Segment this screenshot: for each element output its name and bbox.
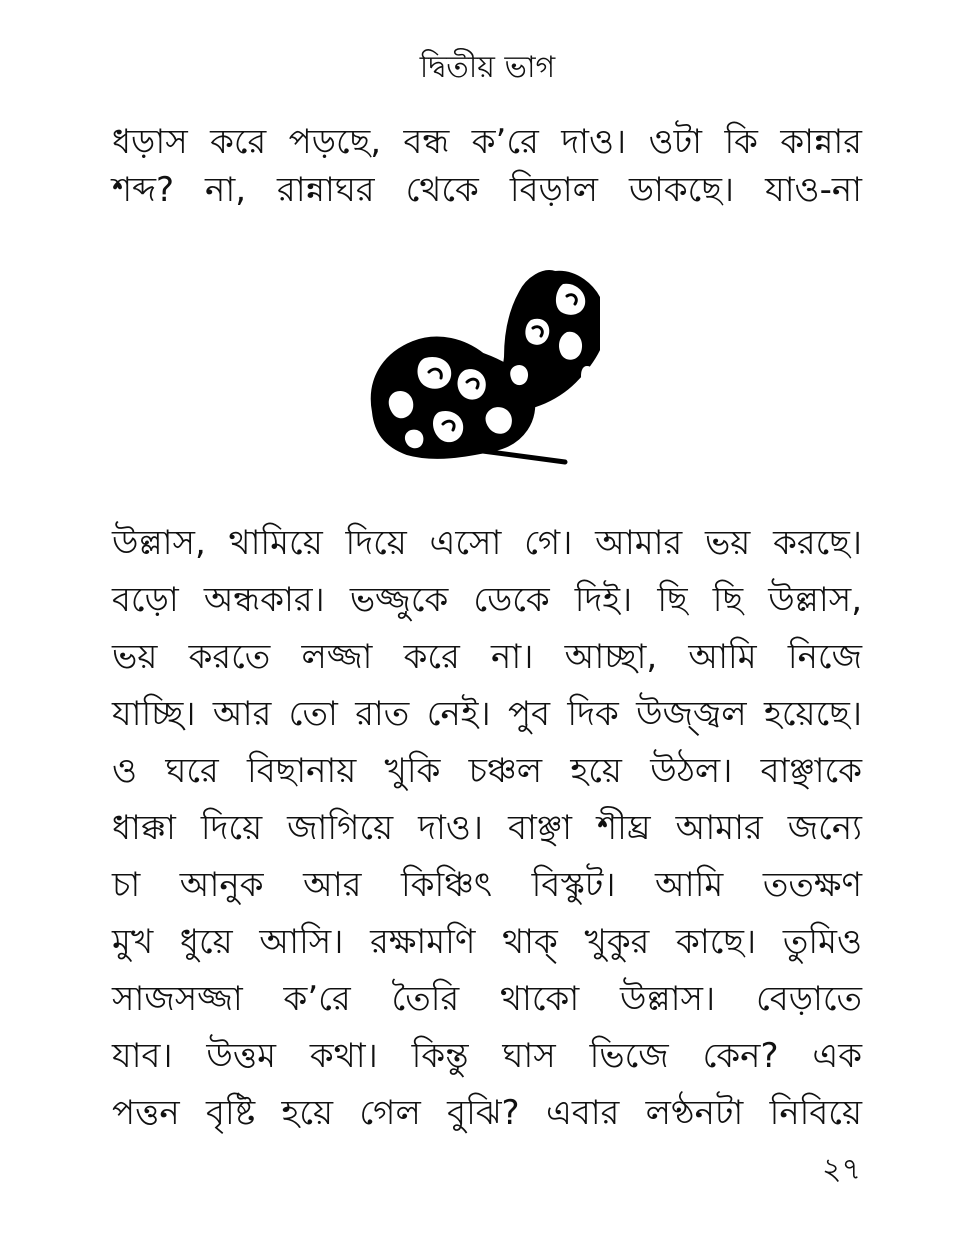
text-line: ধড়াস করে পড়ছে, বন্ধ ক’রে দাও। ওটা কি কান্নার: [112, 122, 862, 162]
running-header: দ্বিতীয় ভাগ: [419, 50, 556, 85]
text-line: যাচ্ছি। আর তো রাত নেই। পুব দিক উজ্জ্বল হয়েছে।: [112, 694, 862, 734]
text-line: মুখ ধুয়ে আসি। রক্ষামণি থাক্ খুকুর কাছে। তুমিও: [112, 922, 862, 962]
text-line: ও ঘরে বিছানায় খুকি চঞ্চল হয়ে উঠল। বাঞ্ছাকে: [112, 751, 862, 791]
text-block-bottom: [112, 515, 862, 1142]
text-line: ভয় করতে লজ্জা করে না। আচ্ছা, আমি নিজে: [112, 637, 862, 677]
cat-icon: [355, 262, 600, 477]
text-line: সাজসজ্জা ক’রে তৈরি থাকো উল্লাস। বেড়াতে: [112, 979, 862, 1019]
text-line: পত্তন বৃষ্টি হয়ে গেল বুঝি? এবার লণ্ঠনটা নিবিয়ে: [112, 1093, 862, 1133]
text-block-top: [112, 118, 862, 214]
text-line: শব্দ? না, রান্নাঘর থেকে বিড়াল ডাকছে। যাও-না: [112, 170, 862, 210]
page-number: ২৭: [821, 1152, 861, 1187]
text-line: ধাক্কা দিয়ে জাগিয়ে দাও। বাঞ্ছা শীঘ্র আমার জন্যে: [112, 808, 862, 848]
text-line: বড়ো অন্ধকার। ভজ্জুকে ডেকে দিই। ছি ছি উল্লাস,: [112, 580, 862, 620]
text-line: যাব। উত্তম কথা। কিন্তু ঘাস ভিজে কেন? এক: [112, 1036, 862, 1076]
text-line: উল্লাস, থামিয়ে দিয়ে এসো গে। আমার ভয় করছে।: [112, 523, 862, 563]
text-line: চা আনুক আর কিঞ্চিৎ বিস্কুট। আমি ততক্ষণ: [112, 865, 862, 905]
